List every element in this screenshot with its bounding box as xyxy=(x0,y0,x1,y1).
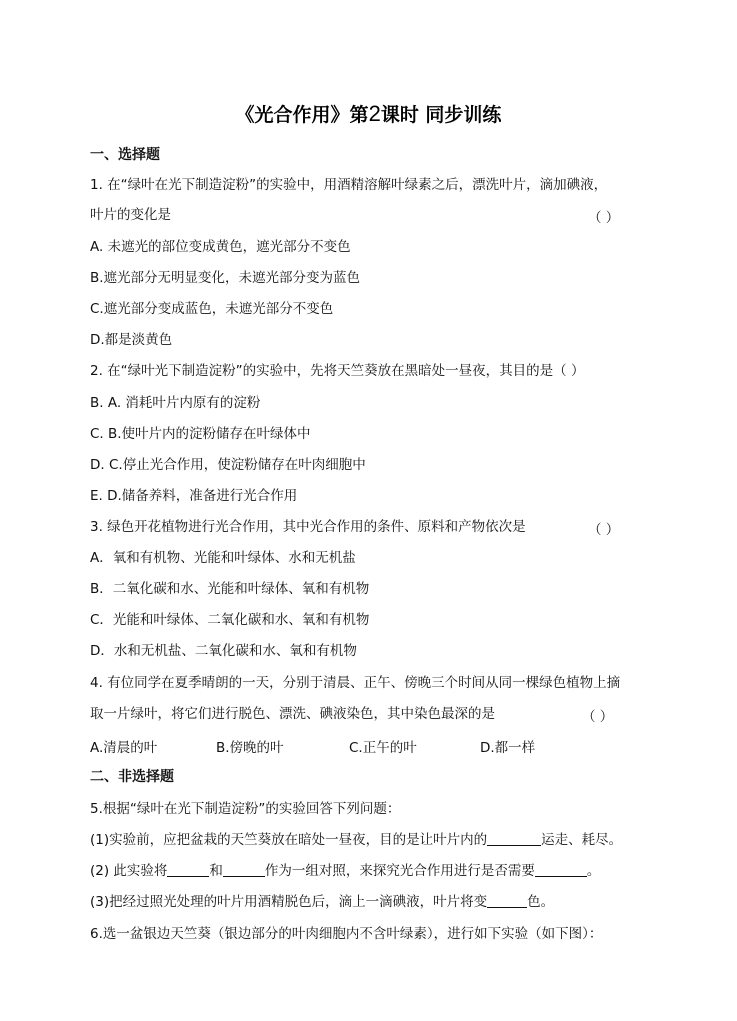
question-4-answer-paren: （ ） xyxy=(582,709,614,725)
section-heading-choice: 一、选择题 xyxy=(90,147,160,163)
question-1-option-a: A. 未遮光的部位变成黄色，遮光部分不变色 xyxy=(90,239,351,255)
question-5-intro: 5.根据“绿叶在光下制造淀粉”的实验回答下列问题： xyxy=(90,801,401,817)
title-text-before: 《光合作用》第 xyxy=(235,104,369,126)
question-5-part-2-text-a: (2) 此实验将 xyxy=(90,863,168,879)
document-title xyxy=(0,100,737,127)
question-1-answer-paren: （ ） xyxy=(588,210,620,226)
question-3-option-a: A．氧和有机物、光能和叶绿体、水和无机盐 xyxy=(90,550,356,566)
question-5-part-3 xyxy=(90,893,650,911)
question-4-option-d: D.都一样 xyxy=(480,740,536,756)
fill-blank-3[interactable] xyxy=(223,862,265,877)
question-5-part-1-text-b: 运走、耗尽。 xyxy=(541,832,623,848)
title-lesson-number: 2 xyxy=(368,101,381,126)
question-4-option-c: C.正午的叶 xyxy=(349,740,417,756)
section-heading-non-choice: 二、非选择题 xyxy=(90,769,174,785)
question-3-line-1: 3. 绿色开花植物进行光合作用，其中光合作用的条件、原料和产物依次是 xyxy=(90,519,526,535)
question-1-option-b: B.遮光部分无明显变化，未遮光部分变为蓝色 xyxy=(90,270,361,286)
question-3-answer-paren: （ ） xyxy=(588,522,620,538)
question-3-option-c: C．光能和叶绿体、二氧化碳和水、氧和有机物 xyxy=(90,612,370,628)
question-3-option-d: D．水和无机盐、二氧化碳和水、氧和有机物 xyxy=(90,643,357,659)
question-2-option-4: E. D.储备养料，准备进行光合作用 xyxy=(90,488,298,504)
question-2-option-2: C. B.使叶片内的淀粉储存在叶绿体中 xyxy=(90,426,311,442)
question-5-part-2 xyxy=(90,862,650,880)
question-4-line-1: 4. 有位同学在夏季晴朗的一天，分别于清晨、正午、傍晚三个时间从同一棵绿色植物上摘 xyxy=(90,675,621,691)
question-4-option-b: B.傍晚的叶 xyxy=(216,740,284,756)
question-5-part-1 xyxy=(90,831,650,849)
question-4-option-a: A.清晨的叶 xyxy=(90,740,158,756)
question-5-part-2-text-c: 作为一组对照，来探究光合作用进行是否需要 xyxy=(264,863,535,879)
question-2-line-1: 2. 在“绿叶光下制造淀粉”的实验中，先将天竺葵放在黑暗处一昼夜，其目的是（ ） xyxy=(90,363,585,379)
fill-blank-5[interactable] xyxy=(487,893,527,908)
question-6-line-1: 6.选一盆银边天竺葵（银边部分的叶肉细胞内不含叶绿素），进行如下实验（如下图）： xyxy=(90,926,603,942)
question-5-part-3-text-a: (3)把经过照光处理的叶片用酒精脱色后，滴上一滴碘液，叶片将变 xyxy=(90,894,488,910)
question-1-option-d: D.都是淡黄色 xyxy=(90,332,173,348)
question-1-line-1: 1. 在“绿叶在光下制造淀粉”的实验中，用酒精溶解叶绿素之后，漂洗叶片，滴加碘液， xyxy=(90,177,608,193)
question-5-part-1-text-a: (1)实验前，应把盆栽的天竺葵放在暗处一昼夜，目的是让叶片内的 xyxy=(90,832,488,848)
question-3-option-b: B．二氧化碳和水、光能和叶绿体、氧和有机物 xyxy=(90,581,370,597)
question-1-option-c: C.遮光部分变成蓝色，未遮光部分不变色 xyxy=(90,301,334,317)
question-5-part-2-text-d: 。 xyxy=(586,863,601,879)
fill-blank-2[interactable] xyxy=(167,862,209,877)
question-2-option-3: D. C.停止光合作用，使淀粉储存在叶肉细胞中 xyxy=(90,457,366,473)
question-5-part-2-text-b: 和 xyxy=(209,863,223,879)
title-text-after: 课时 同步训练 xyxy=(380,104,502,126)
fill-blank-4[interactable] xyxy=(535,862,587,877)
question-5-part-3-text-b: 色。 xyxy=(527,894,555,910)
question-1-line-2: 叶片的变化是 xyxy=(90,207,171,223)
fill-blank-1[interactable] xyxy=(487,831,541,846)
question-2-option-1: B. A. 消耗叶片内原有的淀粉 xyxy=(90,395,261,411)
question-4-line-2: 取一片绿叶，将它们进行脱色、漂洗、碘液染色，其中染色最深的是 xyxy=(90,706,495,722)
